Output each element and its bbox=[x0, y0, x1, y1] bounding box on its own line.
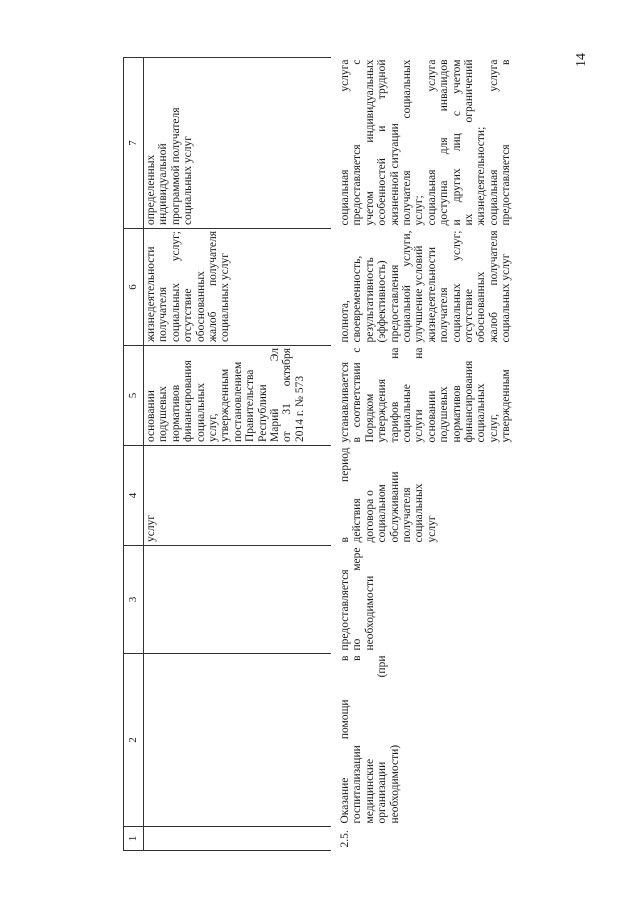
text-line: и других лиц с учетом bbox=[450, 59, 463, 226]
text-line: полнота, bbox=[339, 300, 351, 343]
text-line: необходимости bbox=[363, 575, 376, 651]
text-line: социальном bbox=[376, 484, 389, 543]
cell-number: 2.5. bbox=[339, 830, 351, 848]
text-line: определенных bbox=[145, 154, 157, 225]
text-line: предоставляется в bbox=[500, 59, 513, 226]
col-header-4: 4 bbox=[124, 446, 144, 546]
text-line: утвержденным bbox=[219, 368, 232, 442]
services-table bbox=[123, 57, 565, 851]
text-line: доступна для инвалидов bbox=[438, 59, 451, 226]
landscape-table-page bbox=[123, 58, 568, 851]
text-line: обоснованных bbox=[194, 271, 207, 342]
text-line: индивидуальной bbox=[157, 143, 170, 225]
header-row bbox=[124, 58, 144, 851]
text-line: жизнедеятельности bbox=[425, 246, 438, 343]
cell-indicators bbox=[144, 229, 332, 346]
text-line: результативность bbox=[363, 257, 376, 343]
text-line: Республики bbox=[256, 384, 269, 442]
text-line: улучшение условий bbox=[413, 245, 426, 343]
text-line: особенностей и трудной bbox=[376, 59, 389, 226]
text-line: жизненной ситуации bbox=[388, 123, 401, 226]
text-line: жалоб получателя bbox=[207, 231, 220, 342]
text-line: в соответствии с bbox=[351, 347, 364, 443]
text-line: отсутствие bbox=[182, 288, 195, 342]
text-line: услуг bbox=[145, 514, 157, 542]
cell-tariff bbox=[331, 346, 565, 446]
col-header-2: 2 bbox=[124, 654, 144, 827]
text-line: Порядком bbox=[363, 393, 376, 443]
text-line: жизнедеятельности; bbox=[475, 126, 488, 226]
text-line: Марий Эл bbox=[269, 348, 282, 442]
text-line: социальных услуг; bbox=[169, 231, 182, 342]
text-line: услуг, bbox=[207, 413, 220, 442]
text-line: финансирования bbox=[182, 360, 195, 442]
text-line: госпитализации в bbox=[351, 655, 364, 824]
cell-service-name bbox=[331, 654, 565, 827]
text-line: услуг bbox=[425, 515, 438, 543]
text-line: основании bbox=[425, 390, 438, 443]
text-line: жалоб получателя bbox=[487, 230, 500, 343]
text-line: получателя bbox=[438, 287, 451, 343]
text-line: услуг, bbox=[487, 413, 500, 443]
text-line: социальные bbox=[401, 384, 414, 443]
col-header-5: 5 bbox=[124, 346, 144, 446]
text-line: жизнедеятельности bbox=[145, 246, 157, 342]
cell-conditions bbox=[331, 58, 565, 229]
text-line: учетом индивидуальных bbox=[363, 59, 376, 226]
text-line: финансирования bbox=[463, 360, 476, 443]
text-line: устанавливается bbox=[339, 361, 351, 443]
cell-term bbox=[144, 446, 332, 546]
text-line: предоставления bbox=[388, 264, 401, 343]
text-line: социальных bbox=[413, 483, 426, 543]
text-line: социальных bbox=[475, 383, 488, 443]
text-line: подушевых bbox=[157, 385, 170, 442]
cell-service-name bbox=[144, 654, 332, 827]
text-line: от 31 октября bbox=[281, 348, 294, 442]
col-header-3: 3 bbox=[124, 546, 144, 654]
col-header-6: 6 bbox=[124, 229, 144, 346]
text-line: социальной услуги, bbox=[401, 230, 414, 343]
cell-tariff bbox=[144, 346, 332, 446]
cell-conditions bbox=[144, 58, 332, 229]
text-line: договора о bbox=[363, 490, 376, 543]
text-line: действия bbox=[351, 498, 364, 543]
text-line: нормативов bbox=[169, 384, 182, 442]
text-line: социальных услуг bbox=[219, 253, 232, 342]
cell-term bbox=[331, 446, 565, 546]
text-line: обслуживании bbox=[388, 471, 401, 543]
text-line: их ограничений bbox=[463, 59, 476, 226]
text-line: постановлением bbox=[231, 361, 244, 442]
text-line: (эффективность) bbox=[376, 260, 389, 343]
text-line: подушевых bbox=[438, 386, 451, 443]
text-line: необходимости) bbox=[388, 744, 401, 824]
text-line: Оказание помощи в bbox=[339, 655, 351, 824]
text-line: социальная услуга bbox=[425, 59, 438, 226]
text-line: организации (при bbox=[376, 655, 389, 824]
page-number: 14 bbox=[574, 53, 589, 67]
text-line: социальных bbox=[194, 383, 207, 442]
text-line: отсутствие bbox=[463, 289, 476, 343]
text-line: по мере bbox=[351, 547, 364, 651]
continuation-row bbox=[144, 58, 332, 851]
cell-periodicity bbox=[144, 546, 332, 654]
text-line: в период bbox=[339, 447, 351, 543]
text-line: своевременность, bbox=[351, 255, 364, 343]
text-line: утвержденным bbox=[500, 369, 513, 443]
text-line: получателя социальных bbox=[401, 59, 414, 226]
text-line: Правительства bbox=[244, 369, 257, 442]
col-header-1: 1 bbox=[124, 827, 144, 851]
row-2-5 bbox=[331, 58, 565, 851]
text-line: социальная услуга bbox=[487, 59, 500, 226]
text-line: получателя bbox=[157, 287, 170, 342]
text-line: 2014 г. № 573 bbox=[293, 375, 306, 442]
text-line: основании bbox=[145, 390, 157, 442]
cell-periodicity bbox=[331, 546, 565, 654]
text-line: услуги на bbox=[413, 347, 426, 443]
cell-number bbox=[144, 827, 332, 851]
text-line: социальная услуга bbox=[339, 59, 351, 226]
text-line: получателя bbox=[401, 487, 414, 543]
text-line: программой получателя bbox=[169, 107, 182, 225]
text-line: предоставляется bbox=[339, 569, 351, 651]
text-line: предоставляется с bbox=[351, 59, 364, 226]
text-line: социальных услуг bbox=[182, 136, 195, 225]
text-line: нормативов bbox=[450, 385, 463, 443]
text-line: социальных услуг bbox=[500, 253, 513, 343]
text-line: тарифов на bbox=[388, 347, 401, 443]
text-line: обоснованных bbox=[475, 271, 488, 343]
col-header-7: 7 bbox=[124, 58, 144, 229]
text-line: социальных услуг; bbox=[450, 230, 463, 343]
text-line: утверждения bbox=[376, 379, 389, 443]
text-line: услуг; bbox=[413, 195, 426, 226]
text-line: медицинские bbox=[363, 758, 376, 824]
cell-indicators bbox=[331, 229, 565, 346]
